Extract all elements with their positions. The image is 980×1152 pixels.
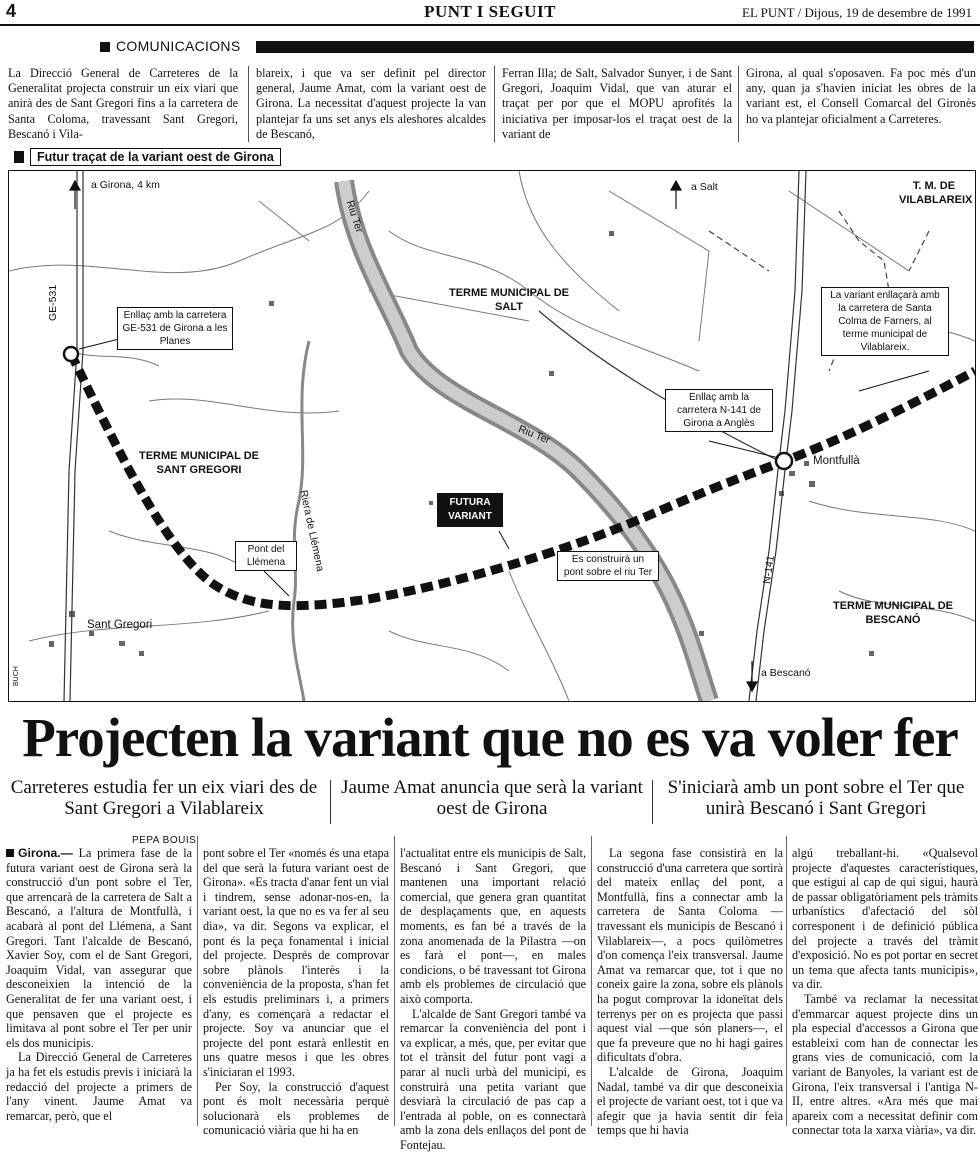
body-text: La primera fase de la futura variant oest de Girona serà la construcció d'un pont sobre el Ter, que arrencarà de la carretera de Salt a Bescanó, a l'altura de Montfullà, i acabarà al pont del Llémena, a Sant Gregori. Tant l'alcalde de Bescanó, Xavier Soy, com el de Sant Gregori, Joaquim Vidal, van assegurar que desconeixien la intenció de la Generalitat de fer una variant oest, i que pensaven que el projecte es limitava al pont sobre el Ter per unir els dos municipis. xyxy=(6,846,193,1050)
riu-ter xyxy=(344,181,709,701)
body-paragraph: L'alcalde de Girona, Joaquim Nadal, també va dir que desconeixia el projecte de variant oest, tot i que va afegir que ja havia sentit dir feia temps que hi havia xyxy=(597,1064,783,1138)
section-square-icon xyxy=(100,42,110,52)
label-to-girona: a Girona, 4 km xyxy=(91,179,160,191)
junction-n141-marker xyxy=(776,453,792,469)
lead-column-2: blareix, i que va ser definit pel director general, Jaume Amat, com la variant oest de Girona. La necessitat d'aquest projecte la van plantejar fa uns set anys els aleshores alcaldes de Bescanó, xyxy=(256,66,486,141)
column-divider xyxy=(197,836,198,1126)
direction-arrows xyxy=(70,181,757,691)
junction-ge531-marker xyxy=(64,347,78,361)
column-divider xyxy=(248,66,249,142)
route-map xyxy=(8,170,976,702)
body-paragraph: També va reclamar la necessitat d'emmarcar aquest projecte dins un pla especial d'accessos a Girona que estableixi com han de connectar les grans vies de comunicació, com la variant de Banyoles, la variant est de Girona, l'eix transversal i l'antiga N-II, entre altres. «Ara més que mai apareix com a necessitat definir com connectar tota la xarxa viària», va dir. xyxy=(792,991,978,1138)
deck-2: Jaume Amat anuncia que serà la variant oest de Girona xyxy=(341,777,643,819)
label-sant-gregori: Sant Gregori xyxy=(87,619,153,631)
column-divider xyxy=(738,66,739,142)
callout-pont-llemena: Pont del Llémena xyxy=(235,541,297,571)
label-montfulla: Montfullà xyxy=(813,455,860,467)
label-riu-ter-top: Riu Ter xyxy=(343,199,366,235)
body-paragraph: pont sobre el Ter «només és una etapa del que serà la futura variant oest de Girona». «Es tracta d'anar fent un vial i tindrem, sense adonar-nos-en, la variant oest, la que no es va fer al seu dia», va dir. Segons va explicar, el pont és la peça fonamental i inicial del projecte. Després de comprovar sobre plànols l'interès i la conveniència de la proposta, s'han fet els estudis preliminars i, a primers d'any, es començarà a redactar el projecte. Soy va anunciar que el projecte del pont estarà enllestit en uns quatre mesos i que les obres s'iniciaran el 1993. xyxy=(203,846,389,1079)
body-paragraph: algú treballant-hi. «Qualsevol projecte d'aquestes característiques, que estigui al cap de qui sigui, haurà de passar obligatòriament pels tràmits urbanístics d'afectació del sòl corresponent i de definició pública del projecte a través del tràmit d'exposició. No es pot portar en secret un tema que afecta tants municipis», va dir. xyxy=(792,846,978,992)
map-caption: Futur traçat de la variant oest de Girona xyxy=(30,148,281,166)
label-riera-llemena: Riera de Llémena xyxy=(297,489,327,573)
section-rule xyxy=(256,41,974,53)
body-dateline: Girona.— xyxy=(18,846,73,860)
section-title: PUNT I SEGUIT xyxy=(424,2,556,21)
label-futura-variant: FUTURA VARIANT xyxy=(437,493,503,527)
deck-1: Carreteres estudia fer un eix viari des de Sant Gregori a Vilablareix xyxy=(10,777,318,819)
section-label: COMUNICACIONS xyxy=(116,38,241,54)
column-divider xyxy=(591,836,592,1126)
column-divider xyxy=(494,66,495,142)
road-n141 xyxy=(749,171,799,701)
lead-column-4: Girona, al qual s'oposaven. Fa poc més d'un any, quan ja s'havien iniciat les obres de la variant est, el Consell Comarcal del Gironès ho va plantejar oficialment a Carreteres. xyxy=(746,66,976,126)
body-paragraph: Per Soy, la construcció d'aquest pont és molt necessària perquè solucionarà els problemes de comunicació viària que hi ha en xyxy=(203,1079,389,1138)
label-terme-sant-gregori: TERME MUNICIPAL DE SANT GREGORI xyxy=(139,450,259,476)
road-n141-edge xyxy=(756,171,806,701)
label-to-salt: a Salt xyxy=(691,181,718,193)
caption-square-icon xyxy=(14,151,24,163)
map-credit: BUCH xyxy=(13,666,20,686)
lead-column-1: La Direcció General de Carreteres de la Generalitat projecta construir un eix viari que anirà des de Sant Gregori fins a la carretera de Santa Coloma, travessant Sant Gregori, Bescanó i Vila- xyxy=(8,66,238,141)
callout-pont-ter: Es construirà un pont sobre el riu Ter xyxy=(557,551,659,581)
callout-enllac-ge531: Enllaç amb la carretera GE-531 de Girona a les Planes xyxy=(117,307,233,350)
body-paragraph: l'actualitat entre els municipis de Salt, Bescanó i Sant Gregori, que mantenen una important relació comercial, que genera gran quantitat de desplaçaments que, en aquests moments, es fan bé a través de la zona anomenada de la Pilastra —on es farà el pont—, en males condicions, o bé travessant tot Girona amb els problemes de circulació que això comporta. xyxy=(400,846,586,1006)
map-caption-bar xyxy=(8,148,974,166)
body-column-1 xyxy=(6,846,192,1123)
body-column-4 xyxy=(597,846,783,1138)
column-divider xyxy=(394,836,395,1126)
body-paragraph: L'alcalde de Sant Gregori també va remarcar la conveniència del pont i va explicar, a més, que, per evitar que tot el trànsit del futur pont vagi a parar al nucli urbà del municipi, es construirà una petita variant que desviarà la circulació de pas cap a l'entrada al poble, on es connectarà amb la zona dels enllaços del pont de Fontejau. xyxy=(400,1006,586,1152)
deck-3: S'iniciarà amb un pont sobre el Ter que unirà Bescanó i Sant Gregori xyxy=(667,777,965,819)
dateline-square-icon xyxy=(6,849,14,857)
label-terme-bescano: TERME MUNICIPAL DE BESCANÓ xyxy=(833,600,953,626)
byline: PEPA BOUIS xyxy=(132,835,197,846)
road-salt-bescano xyxy=(539,311,779,461)
body-paragraph xyxy=(6,846,192,1050)
label-terme-salt: TERME MUNICIPAL DE SALT xyxy=(449,287,569,313)
body-column-5 xyxy=(792,846,978,1138)
callout-vilablareix: La variant enllaçarà amb la carretera de Santa Colma de Farners, al terme municipal de Vilablareix. xyxy=(821,287,949,356)
body-paragraph: La segona fase consistirà en la construcció d'una carretera que sortirà del mateix enllaç del pont, a Montfullà, fins a connectar amb la carretera de Santa Coloma —travessant els municipis de Bescanó i Vilablareix—, a pocs quilòmetres d'on comença l'eix transversal. Jaume Amat va remarcar que, tot i que no coneix gaire la zona, sobre els plànols ha pogut comprovar la idoneïtat dels terrenys per on es projecta que passi aquest vial —que són planers—, el que fa preveure que no hi hagi gaires dificultats d'obra. xyxy=(597,846,783,1065)
body-column-2 xyxy=(203,846,389,1138)
futura-variant-line xyxy=(71,354,975,606)
section-bar xyxy=(100,39,974,56)
label-to-bescano: a Bescanó xyxy=(761,667,811,679)
column-divider xyxy=(786,836,787,1126)
label-tm-vilablareix: T. M. DE VILABLAREIX xyxy=(899,180,973,206)
label-ge531: GE-531 xyxy=(47,284,59,321)
body-column-3 xyxy=(400,846,586,1152)
dateline: EL PUNT / Dijous, 19 de desembre de 1991 xyxy=(742,5,972,20)
deck-divider xyxy=(330,780,331,824)
road-ge531 xyxy=(64,171,77,701)
headline: Projecten la variant que no es va voler fer xyxy=(22,707,958,768)
label-riu-ter-mid: Riu Ter xyxy=(516,423,552,447)
body-paragraph: La Direcció General de Carreteres ja ha fet els estudis previs i iniciarà la redacció del projecte a primers de l'any vinent. Jaume Amat va remarcar, però, que el xyxy=(6,1050,192,1123)
deck-divider xyxy=(652,780,653,824)
label-n141: N-141 xyxy=(761,554,777,585)
masthead xyxy=(0,0,980,26)
callout-enllac-n141: Enllaç amb la carretera N-141 de Girona a Anglès xyxy=(665,389,773,432)
page-number: 4 xyxy=(6,1,17,21)
lead-column-3: Ferran Illa; de Salt, Salvador Sunyer, i de Sant Gregori, Joaquim Vidal, que van aturar el traçat per por que el MOPU aprofités la iniciativa per imposar-los el traçat oest de la variant de xyxy=(502,66,732,141)
